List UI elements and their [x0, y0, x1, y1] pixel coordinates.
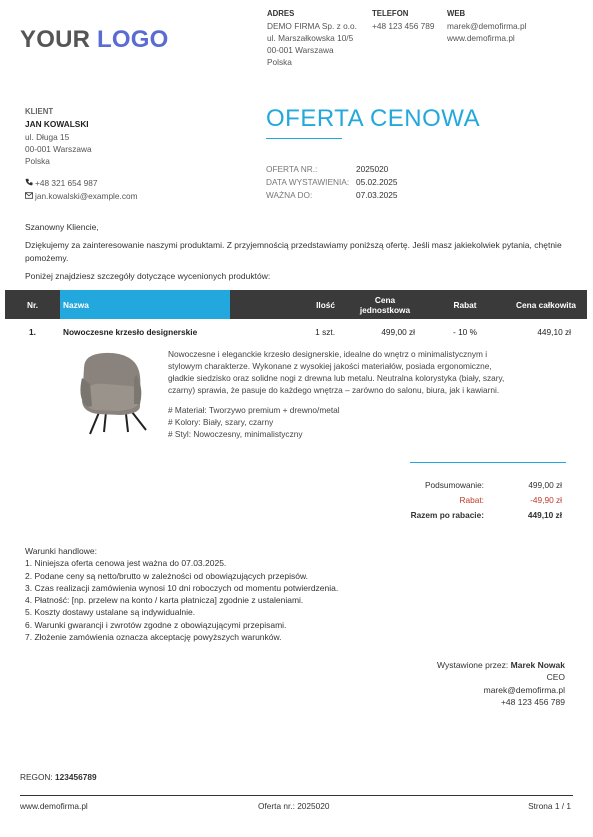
row-nr: 1. [29, 327, 36, 337]
company-phone-block [372, 8, 435, 32]
subtotal-value: 499,00 zł [528, 480, 562, 490]
title-underline [266, 138, 342, 139]
signature-block [437, 659, 565, 708]
company-logo [20, 26, 168, 54]
issuer-name: Marek Nowak [510, 660, 565, 670]
phone-heading: TELEFON [372, 9, 409, 18]
envelope-icon [25, 190, 35, 202]
terms-item: 3. Czas realizacji zamówienia wynosi 10 dni roboczych od momentu potwierdzenia. [25, 582, 339, 593]
client-email-row [25, 190, 138, 202]
terms-section [25, 545, 338, 643]
terms-item: 7. Złożenie zamówienia oznacza akceptację powyższych warunków. [25, 632, 282, 643]
company-address-block [267, 8, 357, 68]
feature-item: # Kolory: Biały, szary, czarny [168, 417, 274, 427]
intro-paragraph: Dziękujemy za zainteresowanie naszymi produktami. Z przyjemnością przedstawiamy poniższą ofertę. Jeśli masz jakiekolwiek pytania, chętnie pomożemy. [25, 240, 562, 263]
client-phone-row [25, 177, 138, 189]
intro-paragraph-2: Poniżej znajdziesz szczegóły dotyczące wycenionych produktów: [25, 270, 271, 281]
issued-by-label: Wystawione przez: [437, 660, 509, 670]
client-address-line: Polska [25, 156, 50, 167]
footer-offer-ref: Oferta nr.: 2025020 [258, 801, 330, 811]
logo-text-part2: LOGO [97, 26, 169, 53]
client-address-line: ul. Długa 15 [25, 131, 70, 142]
issuer-email: marek@demofirma.pl [483, 684, 565, 695]
row-discount: - 10 % [453, 327, 477, 337]
summary-values [490, 478, 562, 523]
col-header-total: Cena całkowita [505, 290, 587, 319]
company-website: www.demofirma.pl [447, 33, 515, 43]
col-header-name: Nazwa [60, 290, 230, 319]
footer-divider [20, 795, 573, 796]
regon-value: 123456789 [55, 772, 97, 782]
issue-date: 05.02.2025 [356, 176, 398, 187]
product-features [168, 404, 340, 440]
regon-label: REGON: [20, 772, 53, 782]
company-address-line: ul. Marszałkowska 10/5 [267, 33, 354, 43]
total-label: Razem po rabacie: [410, 510, 484, 520]
total-value: 449,10 zł [527, 510, 562, 520]
company-phone: +48 123 456 789 [372, 21, 435, 31]
offer-meta [266, 163, 398, 201]
discount-value: -49,90 zł [530, 495, 562, 505]
terms-item: 4. Płatność: [np. przelew na konto / karta płatnicza] zgodnie z ustaleniami. [25, 595, 304, 606]
col-header-nr: Nr. [5, 290, 60, 319]
client-block [25, 106, 138, 202]
issuer-phone: +48 123 456 789 [500, 696, 565, 707]
terms-item: 1. Niniejsza oferta cenowa jest ważna do 07.03.2025. [25, 558, 227, 569]
row-qty: 1 szt. [315, 327, 335, 337]
col-header-discount: Rabat [425, 290, 505, 319]
document-title: OFERTA CENOWA [266, 105, 481, 132]
client-phone: +48 321 654 987 [35, 178, 98, 189]
footer-website: www.demofirma.pl [20, 801, 88, 811]
issuer-role: CEO [546, 672, 565, 683]
table-header-row [5, 290, 587, 319]
summary-labels [380, 478, 484, 523]
row-product-name: Nowoczesne krzesło designerskie [63, 327, 198, 337]
web-heading: WEB [447, 9, 466, 18]
product-image [70, 348, 160, 440]
company-address-line: DEMO FIRMA Sp. z o.o. [267, 21, 357, 31]
table-row [5, 319, 587, 345]
company-address-line: Polska [267, 57, 292, 67]
col-header-qty: Ilość [230, 290, 345, 319]
client-heading: KLIENT [25, 107, 54, 116]
intro-text [25, 221, 570, 288]
feature-item: # Materiał: Tworzywo premium + drewno/metal [168, 405, 340, 415]
page-number: Strona 1 / 1 [528, 801, 571, 811]
valid-until-label: WAŻNA DO: [266, 189, 313, 200]
col-header-unit-price: Cena jednostkowa [345, 290, 425, 319]
feature-item: # Styl: Nowoczesny, minimalistyczny [168, 429, 303, 439]
terms-item: 5. Koszty dostawy ustalane są indywidualnie. [25, 607, 196, 618]
address-heading: ADRES [267, 9, 295, 18]
row-unit-price: 499,00 zł [381, 327, 415, 337]
subtotal-label: Podsumowanie: [424, 480, 484, 490]
terms-item: 6. Warunki gwarancji i zwrotów zgodne z obowiązującymi przepisami. [25, 619, 287, 630]
client-name: JAN KOWALSKI [25, 119, 89, 130]
company-web-block [447, 8, 526, 44]
items-table [5, 290, 587, 345]
row-total: 449,10 zł [537, 327, 571, 337]
valid-until: 07.03.2025 [356, 189, 398, 200]
client-address-line: 00-001 Warszawa [25, 143, 92, 154]
product-description: Nowoczesne i eleganckie krzesło designerskie, idealne do wnętrz o minimalistycznym i stylowym charakterze. Wykonane z wysokiej jakości materiałów, posiada ergonomiczne, gładkie siedzisko oraz solidne nogi z drewna lub metalu. Neutralna kolorystyka (biały, szary, czarny) sprawia, że pasuje do każdego wnętrza – zarówno do salonu, biura, jak i kawiarni. [168, 349, 505, 395]
regon [20, 772, 97, 782]
issue-date-label: DATA WYSTAWIENIA: [266, 176, 350, 187]
phone-icon [25, 177, 35, 189]
greeting: Szanowny Kliencie, [25, 222, 99, 232]
logo-text-part1: YOUR [20, 26, 91, 53]
summary-divider [410, 462, 566, 463]
terms-heading: Warunki handlowe: [25, 546, 97, 556]
client-email: jan.kowalski@example.com [35, 190, 138, 201]
company-email: marek@demofirma.pl [447, 21, 527, 31]
offer-number-label: OFERTA NR.: [266, 164, 318, 174]
company-address-line: 00-001 Warszawa [267, 45, 334, 55]
terms-item: 2. Podane ceny są netto/brutto w zależności od obowiązujących przepisów. [25, 570, 309, 581]
offer-number: 2025020 [356, 164, 389, 174]
discount-label: Rabat: [459, 495, 484, 505]
